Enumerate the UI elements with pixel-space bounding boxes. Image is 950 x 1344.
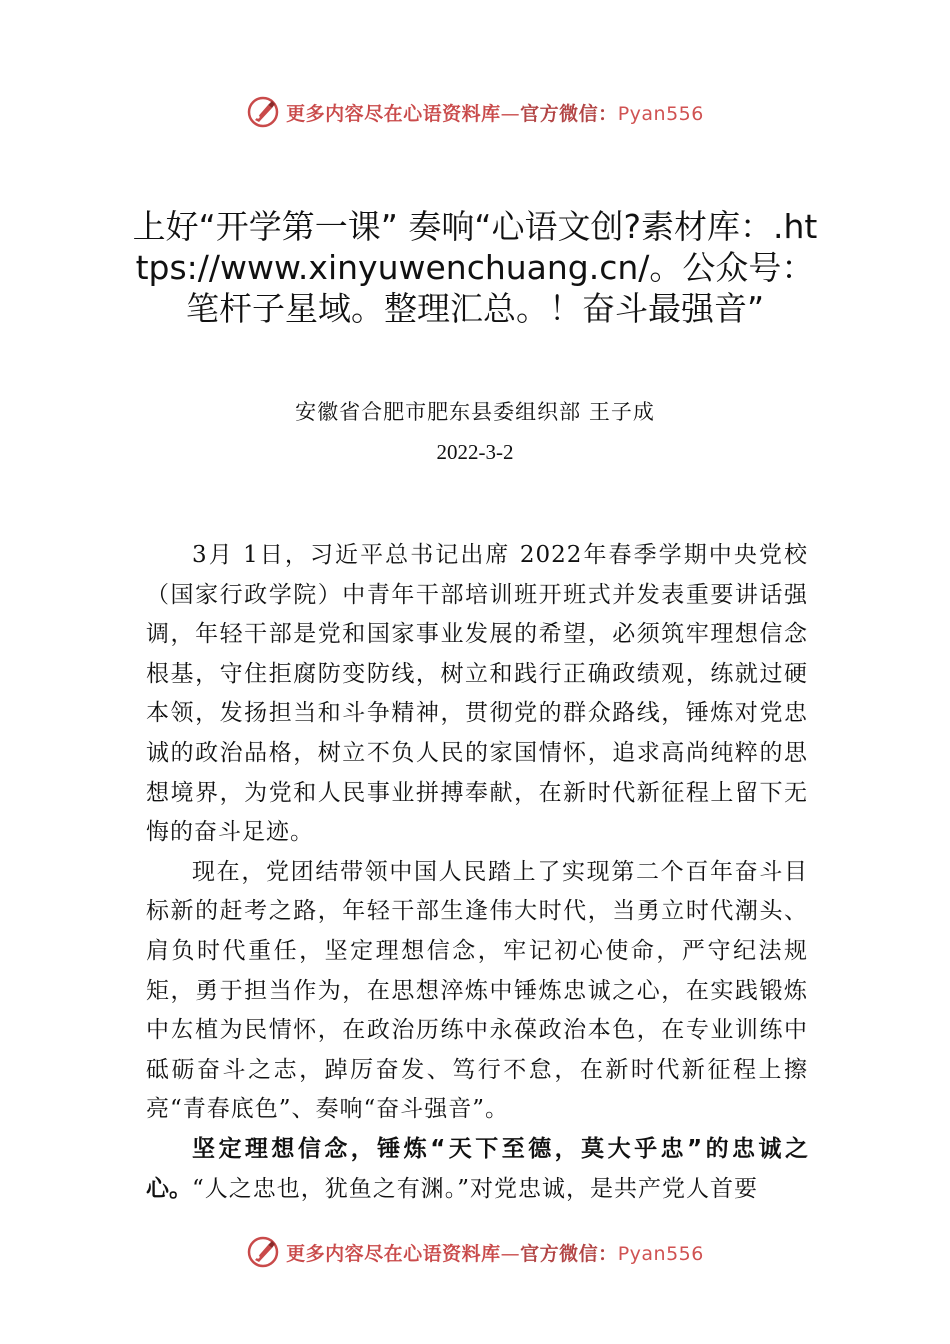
watermark-wechat-label: 官方微信： — [520, 1242, 618, 1265]
paragraph-3-text: “人之忠也，犹鱼之有渊。”对党忠诚，是共产党人首要 — [192, 1175, 759, 1202]
watermark-dash: — — [500, 1242, 521, 1265]
document-author: 安徽省合肥市肥东县委组织部 王子成 — [295, 400, 655, 424]
paragraph-1: 3月 1日，习近平总书记出席 2022年春季学期中央党校（国家行政学院）中青年干部培训班开班式并发表重要讲话强调，年轻干部是党和国家事业发展的希望，必须筑牢理想信念根基，守住拒腐防变防线，树立和践行正确政绩观，练就过硬本领，发扬担当和斗争精神，贯彻党的群众路线，锤炼对党忠诚的政治品格，树立不负人民的家国情怀，追求高尚纯粹的思想境界，为党和人民事业拼搏奉献，在新时代新征程上留下无悔的奋斗足迹。 — [146, 542, 808, 846]
watermark-site: 更多内容尽在心语资料库 — [286, 1242, 501, 1265]
pen-nib-logo-icon — [246, 1235, 280, 1269]
paragraph-2: 现在，党团结带领中国人民踏上了实现第二个百年奋斗目标新的赶考之路，年轻干部生逢伟大时代，当勇立时代潮头、肩负时代重任，坚定理想信念，牢记初心使命，严守纪法规矩，勇于担当作为，在思想淬炼中锤炼忠诚之心，在实践锻炼中厷植为民情怀，在政治历练中永葆政治本色，在专业训练中砥砺奋斗之志，踔厉奋发、笃行不怠，在新时代新征程上擦亮“青春底色”、奏响“奋斗强音”。 — [146, 858, 808, 1123]
watermark-wechat-label: 官方微信： — [520, 102, 618, 125]
watermark-wechat-id: Pyan556 — [617, 1242, 704, 1265]
footer-watermark-banner — [0, 1232, 950, 1272]
watermark-site: 更多内容尽在心语资料库 — [286, 102, 501, 125]
watermark-text — [286, 1239, 704, 1266]
paragraph-3-heading: 坚定理想信念，锤炼“天下至德，莫大乎忠”的忠诚之心。 — [146, 1135, 808, 1202]
document-title: 上好“开学第一课” 奏响“心语文创?素材库：.https://www.xinyuwenchuang.cn/。公众号：笔杆子星域。整理汇总。！奋斗最强音” — [132, 207, 818, 328]
watermark-dash: — — [500, 102, 521, 125]
header-watermark-banner — [0, 92, 950, 132]
paragraph-3 — [146, 1130, 808, 1209]
document-body — [146, 536, 808, 1209]
watermark-text — [286, 99, 704, 126]
pen-nib-logo-icon — [246, 95, 280, 129]
watermark-wechat-id: Pyan556 — [617, 102, 704, 125]
document-date: 2022-3-2 — [436, 440, 514, 464]
